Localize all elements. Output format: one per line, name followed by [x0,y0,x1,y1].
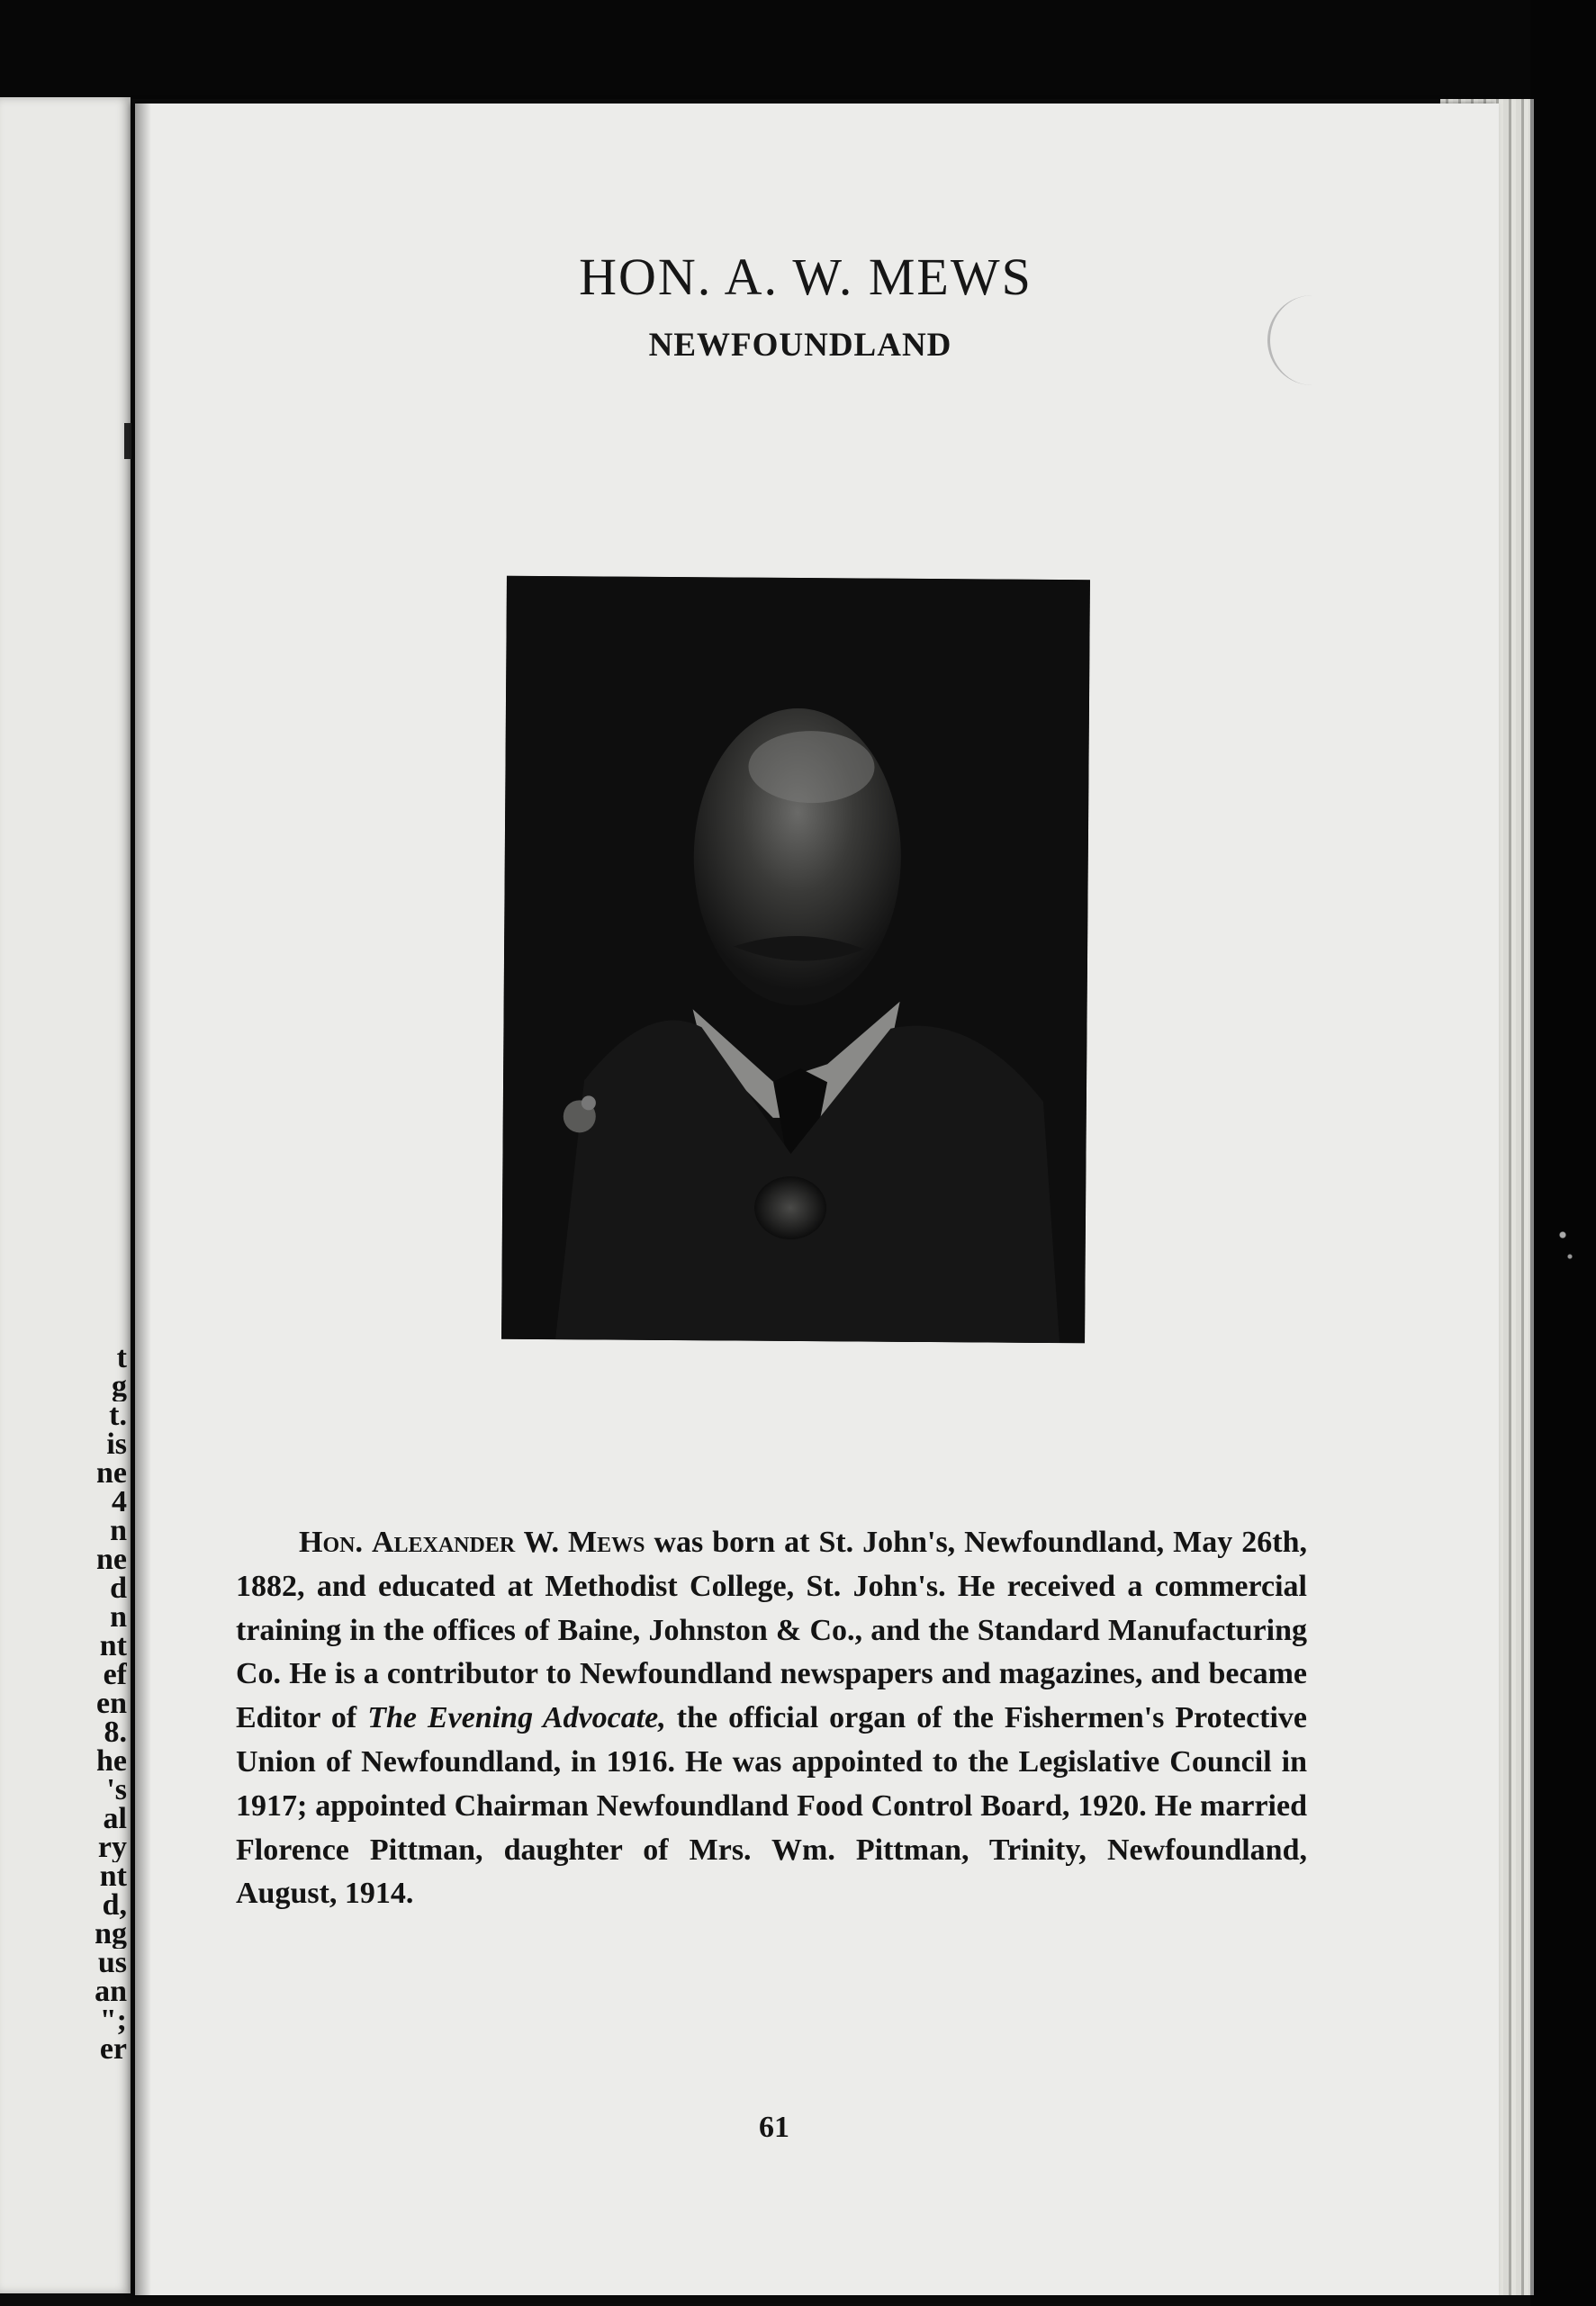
left-page-fragment: n [110,1603,127,1632]
page-number: 61 [759,2111,789,2144]
left-page-fragment: 4 [112,1488,127,1517]
left-page-fragment: al [103,1805,127,1833]
left-page [0,97,131,2293]
portrait-illustration [501,576,1090,1344]
left-page-fragment: 8. [104,1718,127,1747]
gutter-mark [124,423,131,459]
bio-surname: Mews [567,1526,645,1559]
left-page-fragment: t. [109,1401,127,1430]
bio-newspaper-title: The Evening Advocate, [367,1701,666,1735]
bio-text-part-1: was born at St. John's, Newfoundland, May 26th, 1882, and educated at Methodist College, St. John's. He received a commercial training in the offices of Baine, Johnston & Co., and the Standard Manufacturing Co. He is a contributor to Newfoundland newspapers and magazines, and became Editor of [236,1526,1307,1735]
bio-honorific: Hon. [299,1526,363,1559]
left-page-fragment: t [116,1344,127,1373]
left-page-fragment: d, [102,1891,127,1920]
scan-speckle [1548,1206,1584,1278]
left-page-fragment: en [96,1689,127,1718]
left-page-fragment: ef [103,1661,127,1689]
left-page-fragment: ry [97,1833,127,1862]
bio-initial: W. [523,1526,559,1559]
left-page-fragment: ne [96,1459,127,1488]
left-page-fragment: "; [99,2006,127,2035]
left-page-fragment: nt [99,1632,127,1661]
left-page-fragment: is [106,1430,127,1459]
left-page-text-fragments [28,1344,127,2064]
left-page-fragment: nt [99,1862,127,1891]
biography-paragraph [236,1521,1307,1916]
scan-background-top [0,0,1596,99]
left-page-fragment: he [96,1747,127,1776]
left-page-fragment: er [99,2035,127,2064]
left-page-fragment: an [95,1977,127,2006]
left-page-fragment: ne [96,1545,127,1574]
left-page-fragment: us [97,1949,127,1977]
portrait-photo [501,576,1090,1344]
left-page-fragment: ng [95,1920,127,1949]
left-page-fragment: d [110,1574,127,1603]
bio-first-name: Alexander [371,1526,516,1559]
left-page-fragment: 's [106,1776,127,1805]
page-title: HON. A. W. MEWS [579,248,1032,306]
left-page-fragment: n [110,1517,127,1545]
left-page-fragment: g [112,1373,127,1401]
bio-text-part-2: the official organ of the Fishermen's Protective Union of Newfoundland, in 1916. He was appointed to the Legislative Council in 1917; appointed Chairman Newfoundland Food Control Board, 1920. He married Florence Pittman, daughter of Mrs. Wm. Pittman, Trinity, Newfoundland, August, 1914. [236,1701,1308,1911]
page-subtitle: NEWFOUNDLAND [648,327,952,364]
gutter-shadow [135,104,151,2295]
